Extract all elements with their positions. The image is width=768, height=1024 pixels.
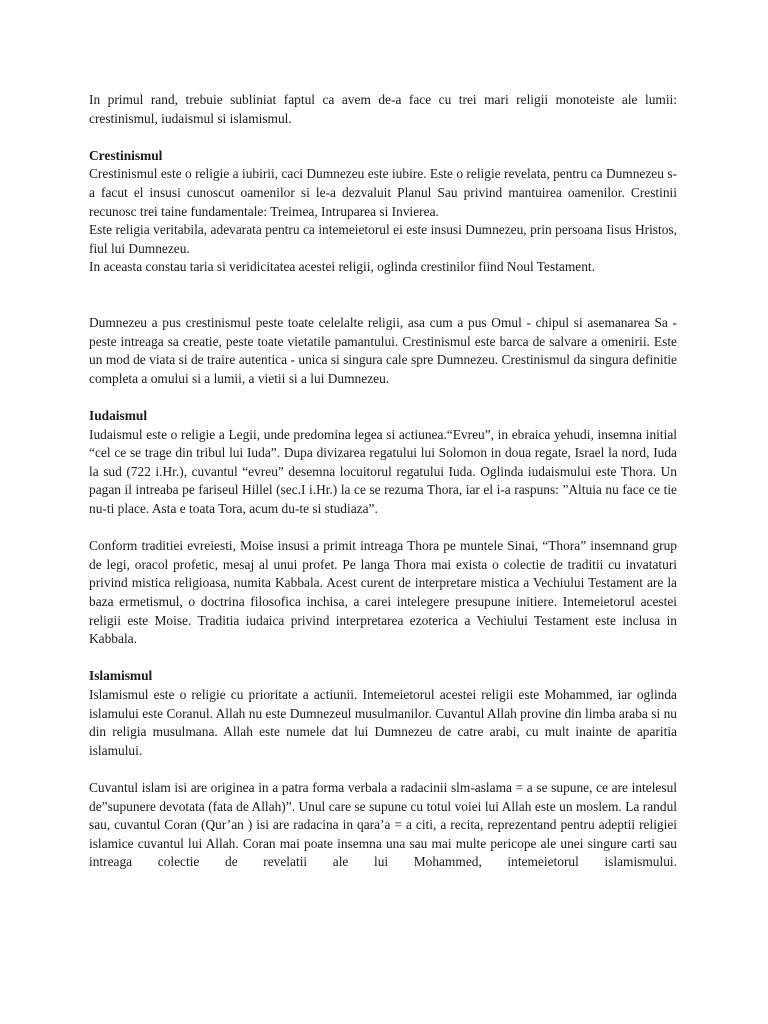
islam-paragraph-1: Islamismul este o religie cu prioritate a actiunii. Intemeietorul acestei religii este Mohammed, iar oglinda islamului este Coranul. Allah nu este Dumnezeul musulmanilor. Cuvantul Allah provine din limba araba si nu din religia musulmana. Allah este numele dat lui Dumnezeu de catre arabi, cu mult inainte de aparitia islamului. — [89, 687, 677, 758]
crestinism-paragraph-1: Crestinismul este o religie a iubirii, caci Dumnezeu este iubire. Este o religie revelata, pentru ca Dumnezeu s-a facut el insusi cunoscut oamenilor si le-a dezvaluit Planul Sau privind mantuirea oamenilor. Crestinii recunosc trei taine fundamentale: Treimea, Intruparea si Invierea. — [89, 166, 677, 219]
heading-iudaism: Iudaismul — [89, 408, 148, 424]
iudaism-paragraph-1: Iudaismul este o religie a Legii, unde predomina legea si actiunea.“Evreu”, in ebraica yehudi, insemna initial “cel ce se trage din tribul lui Iuda”. Dupa divizarea regatului lui Solomon in doua regate, Israel la nord, Iuda la sud (722 i.Hr.), cuvantul “evreu” desemna locuitorul regatului Iuda. Oglinda iudaismului este Thora. Un pagan il intreaba pe fariseul Hillel (sec.I i.Hr.) la ce se rezuma Thora, iar el i-a raspuns: ”Altuia nu face ce tie nu-ti place. Asta e toata Tora, acum du-te si studiaza”. — [89, 426, 677, 517]
crestinism-paragraph-3: In aceasta constau taria si veridicitatea acestei religii, oglinda crestinilor fiind Noul Testament. — [89, 259, 595, 275]
crestinism-paragraph-4: Dumnezeu a pus crestinismul peste toate celelalte religii, asa cum a pus Omul - chipul si asemanarea Sa - peste intreaga sa creatie, peste toate vietatile pamantului. Crestinismul este barca de salvare a omenirii. Este un mod de viata si de traire autentica - unica si singura cale spre Dumnezeu. Crestinismul da singura definitie completa a omului si a lumii, a vietii si a lui Dumnezeu. — [89, 315, 677, 386]
intro-paragraph: In primul rand, trebuie subliniat faptul ca avem de-a face cu trei mari religii monoteiste ale lumii: crestinismul, iudaismul si islamismul. — [89, 92, 677, 126]
heading-islam: Islamismul — [89, 668, 153, 684]
iudaism-paragraph-2: Conform traditiei evreiesti, Moise insusi a primit intreaga Thora pe muntele Sinai, “Thora” insemnand grup de legi, oracol profetic, mesaj al unui profet. Pe langa Thora mai exista o colectie de traditii cu invataturi privind mistica religioasa, numita Kabbala. Acest curent de interpretare mistica a Vechiului Testament are la baza ermetismul, o doctrina filosofica inchisa, a carei intelegere presupune initiere. Intemeietorul acestei religii este Moise. Traditia iudaica privind interpretarea ezoterica a Vechiului Testament este inclusa in Kabbala. — [89, 538, 677, 647]
document-page — [89, 91, 677, 872]
islam-paragraph-2: Cuvantul islam isi are originea in a patra forma verbala a radacinii slm-aslama = a se supune, ce are intelesul de”supunere devotata (fata de Allah)”. Unul care se supune cu totul voiei lui Allah este un moslem. La randul sau, cuvantul Coran (Qur’an ) isi are radacina in qara’a = a citi, a recita, reprezentand pentru adeptii religiei islamice cuvantul lui Allah. Coran mai poate insemna una sau mai multe pericope ale unei singure carti sau intreaga colectie de revelatii ale lui Mohammed, intemeietorul islamismului. — [89, 779, 677, 870]
heading-crestinism: Crestinismul — [89, 147, 163, 163]
crestinism-paragraph-2: Este religia veritabila, adevarata pentru ca intemeietorul ei este insusi Dumnezeu, prin persoana Iisus Hristos, fiul lui Dumnezeu. — [89, 222, 677, 256]
